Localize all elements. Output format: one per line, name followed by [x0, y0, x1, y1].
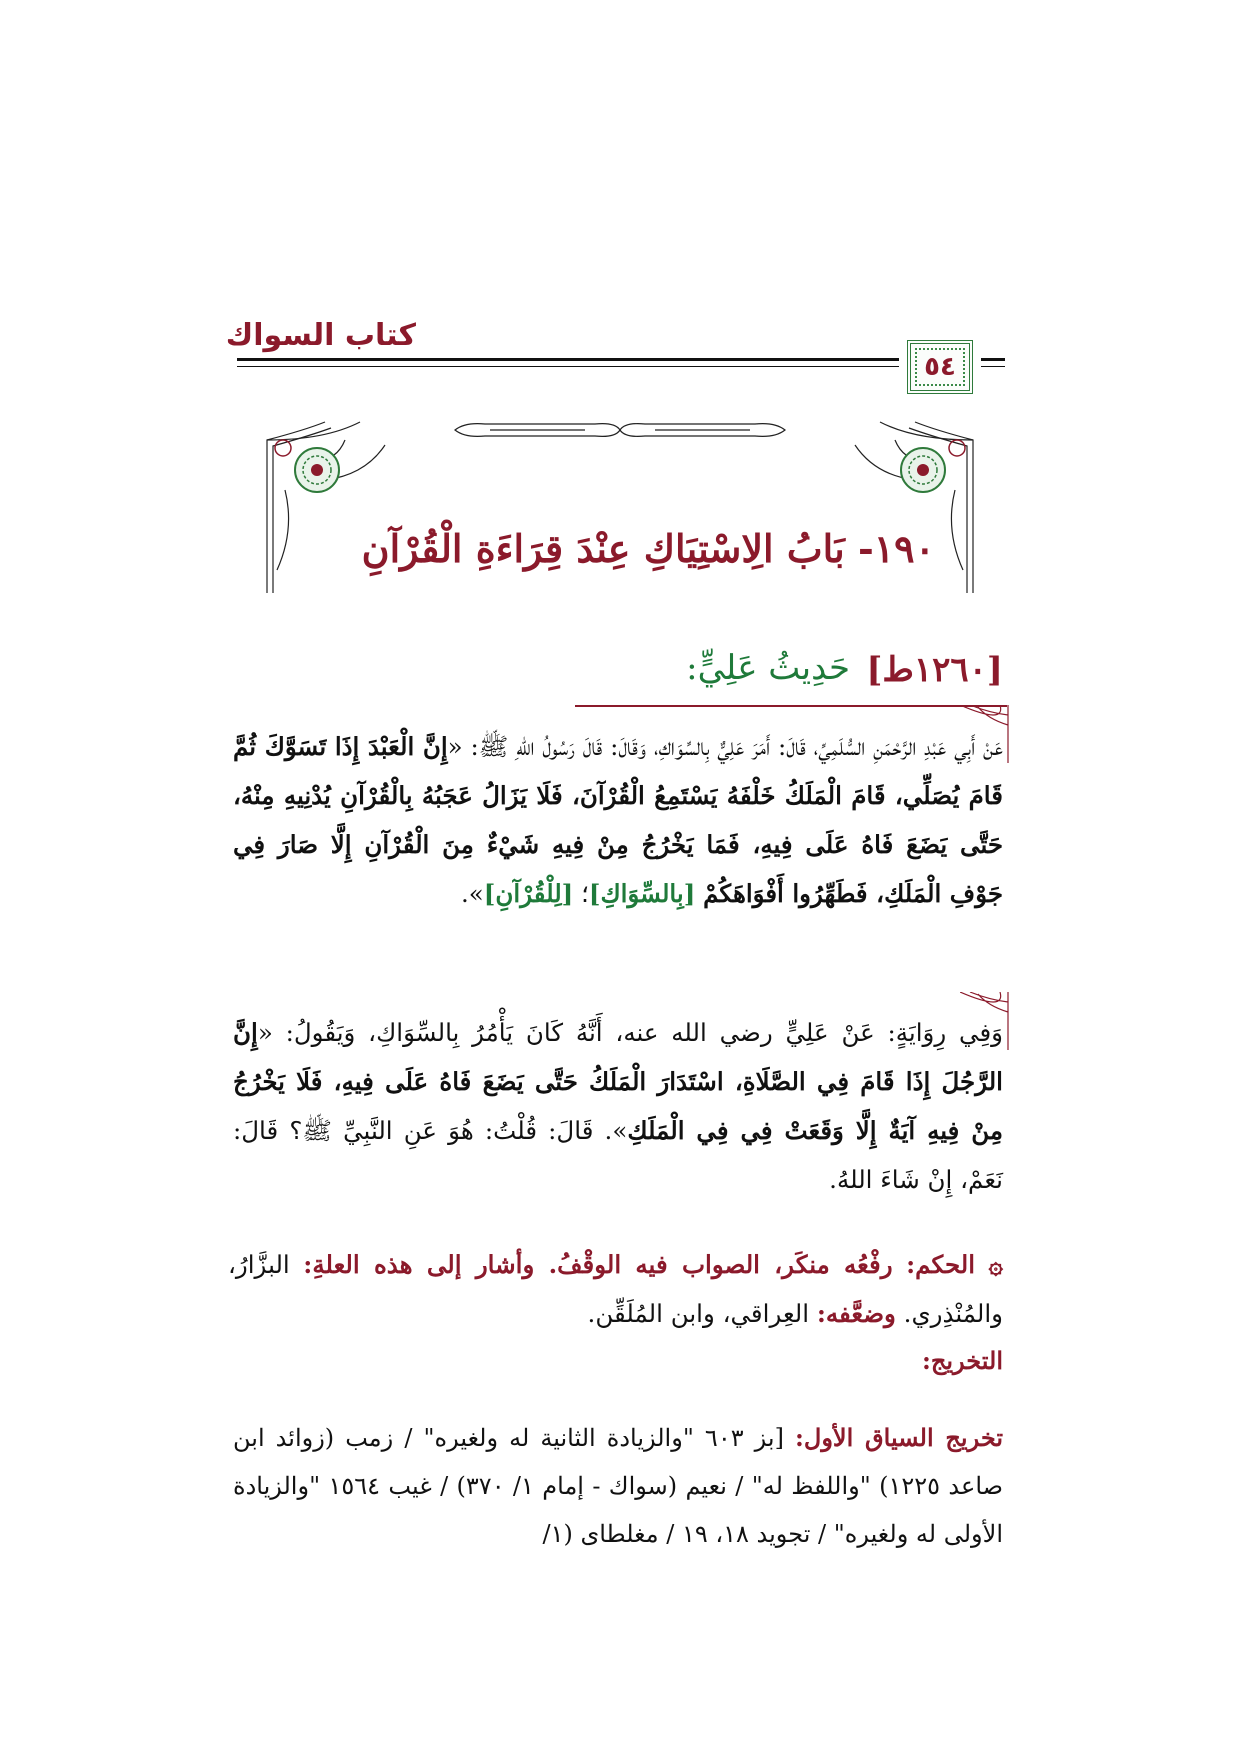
narration-1-intro: عَنْ أَبِي عَبْدِ الرَّحْمَنِ السُّلَمِيِّ، قَالَ: أَمَرَ عَلِيٌّ بِالسِّوَاكِ، وَقَالَ: قَالَ رَسُولُ اللهِ ﷺ: «: [447, 732, 1004, 761]
ruling-names: البزَّارُ، والمُنْذِري.: [228, 1250, 1003, 1328]
takhrij-label: تخريج السياق الأول:: [795, 1423, 1003, 1452]
ruling-label: الحكم:: [906, 1250, 976, 1279]
narration-1-matn: إِنَّ الْعَبْدَ إِذَا تَسَوَّكَ ثُمَّ قَامَ يُصَلِّي، قَامَ الْمَلَكُ خَلْفَهُ يَسْتَمِعُ الْقُرْآنَ، فَلَا يَزَالُ عَجَبُهُ بِالْقُرْآنِ يُدْنِيهِ مِنْهُ، حَتَّى يَضَعَ فَاهُ عَلَى فِيهِ، فَمَا يَخْرُجُ مِنْ فِيهِ شَيْءٌ مِنَ الْقُرْآنِ إِلَّا صَارَ فِي جَوْفِ الْمَلَكِ، فَطَهِّرُوا أَفْوَاهَكُمْ: [233, 732, 1003, 908]
takhrij-body: [بز ٦٠٣ "والزيادة الثانية له ولغيره" / زمب (زوائد ابن صاعد ١٢٢٥) "واللفظ له" / نعيم (سواك - إمام ١/ ٣٧٠) / غيب ١٥٦٤ "والزيادة الأولى له ولغيره" / تجويد ١٨، ١٩ / مغلطاى (١/: [233, 1424, 1004, 1548]
ruling-symbol: ۞: [988, 1250, 1003, 1279]
hadith-number: [١٢٦٠ط]: [866, 650, 1003, 690]
header-rule-bottom: [237, 366, 899, 367]
narration-1-addition-2: [لِلْقُرْآنِ]: [483, 879, 574, 908]
header-rule-right-top: [981, 358, 1005, 361]
header-rule-right-bottom: [981, 366, 1005, 367]
narration-2-matn: إِنَّ الرَّجُلَ إِذَا قَامَ فِي الصَّلَاةِ، اسْتَدَارَ الْمَلَكُ حَتَّى يَضَعَ فَاهُ عَلَى فِيهِ، فَلَا يَخْرُجُ مِنْ فِيهِ آيَةٌ إِلَّا وَقَعَتْ فِي فِي الْمَلَكِ: [233, 1018, 1003, 1145]
section-rule-1: [575, 705, 1007, 707]
narration-1: [233, 722, 1003, 918]
narration-2-end: ». قَالَ: قُلْتُ: هُوَ عَنِ النَّبِيِّ ﷺ؟ قَالَ: نَعَمْ، إِنْ شَاءَ اللهُ.: [233, 1116, 1003, 1194]
takhrij-heading: التخريج:: [922, 1346, 1003, 1375]
narration-1-end: ».: [461, 879, 484, 908]
ruling-verdict: رفْعُه منكَر، الصواب فيه الوقْفُ. وأشار إلى هذه العلةِ:: [303, 1250, 893, 1279]
narration-1-separator: ؛: [573, 879, 589, 908]
ruling-weakened-by: العِراقي، وابن المُلَقِّن.: [587, 1299, 817, 1328]
hadith-title: حَدِيثُ عَلِيٍّ:: [686, 648, 850, 688]
narration-2: [233, 1008, 1003, 1204]
takhrij-text: [233, 1414, 1003, 1558]
page-number: ٥٤: [924, 352, 956, 382]
header-rule-top: [237, 358, 899, 361]
running-title: كتاب السواك: [225, 318, 416, 353]
narration-1-addition-1: [بِالسِّوَاكِ]: [588, 879, 696, 908]
page-number-box: [907, 340, 973, 394]
ruling-weakened-label: وضعَّفه:: [816, 1299, 896, 1328]
ruling: [228, 1240, 1003, 1338]
chapter-title: ١٩٠- بَابُ الِاسْتِيَاكِ عِنْدَ قِرَاءَةِ الْقُرْآنِ: [361, 526, 935, 571]
narration-2-intro: وَفِي رِوَايَةٍ: عَنْ عَلِيٍّ رضي الله عنه، أَنَّهُ كَانَ يَأْمُرُ بِالسِّوَاكِ، وَيَقُولُ: «: [257, 1018, 1003, 1047]
